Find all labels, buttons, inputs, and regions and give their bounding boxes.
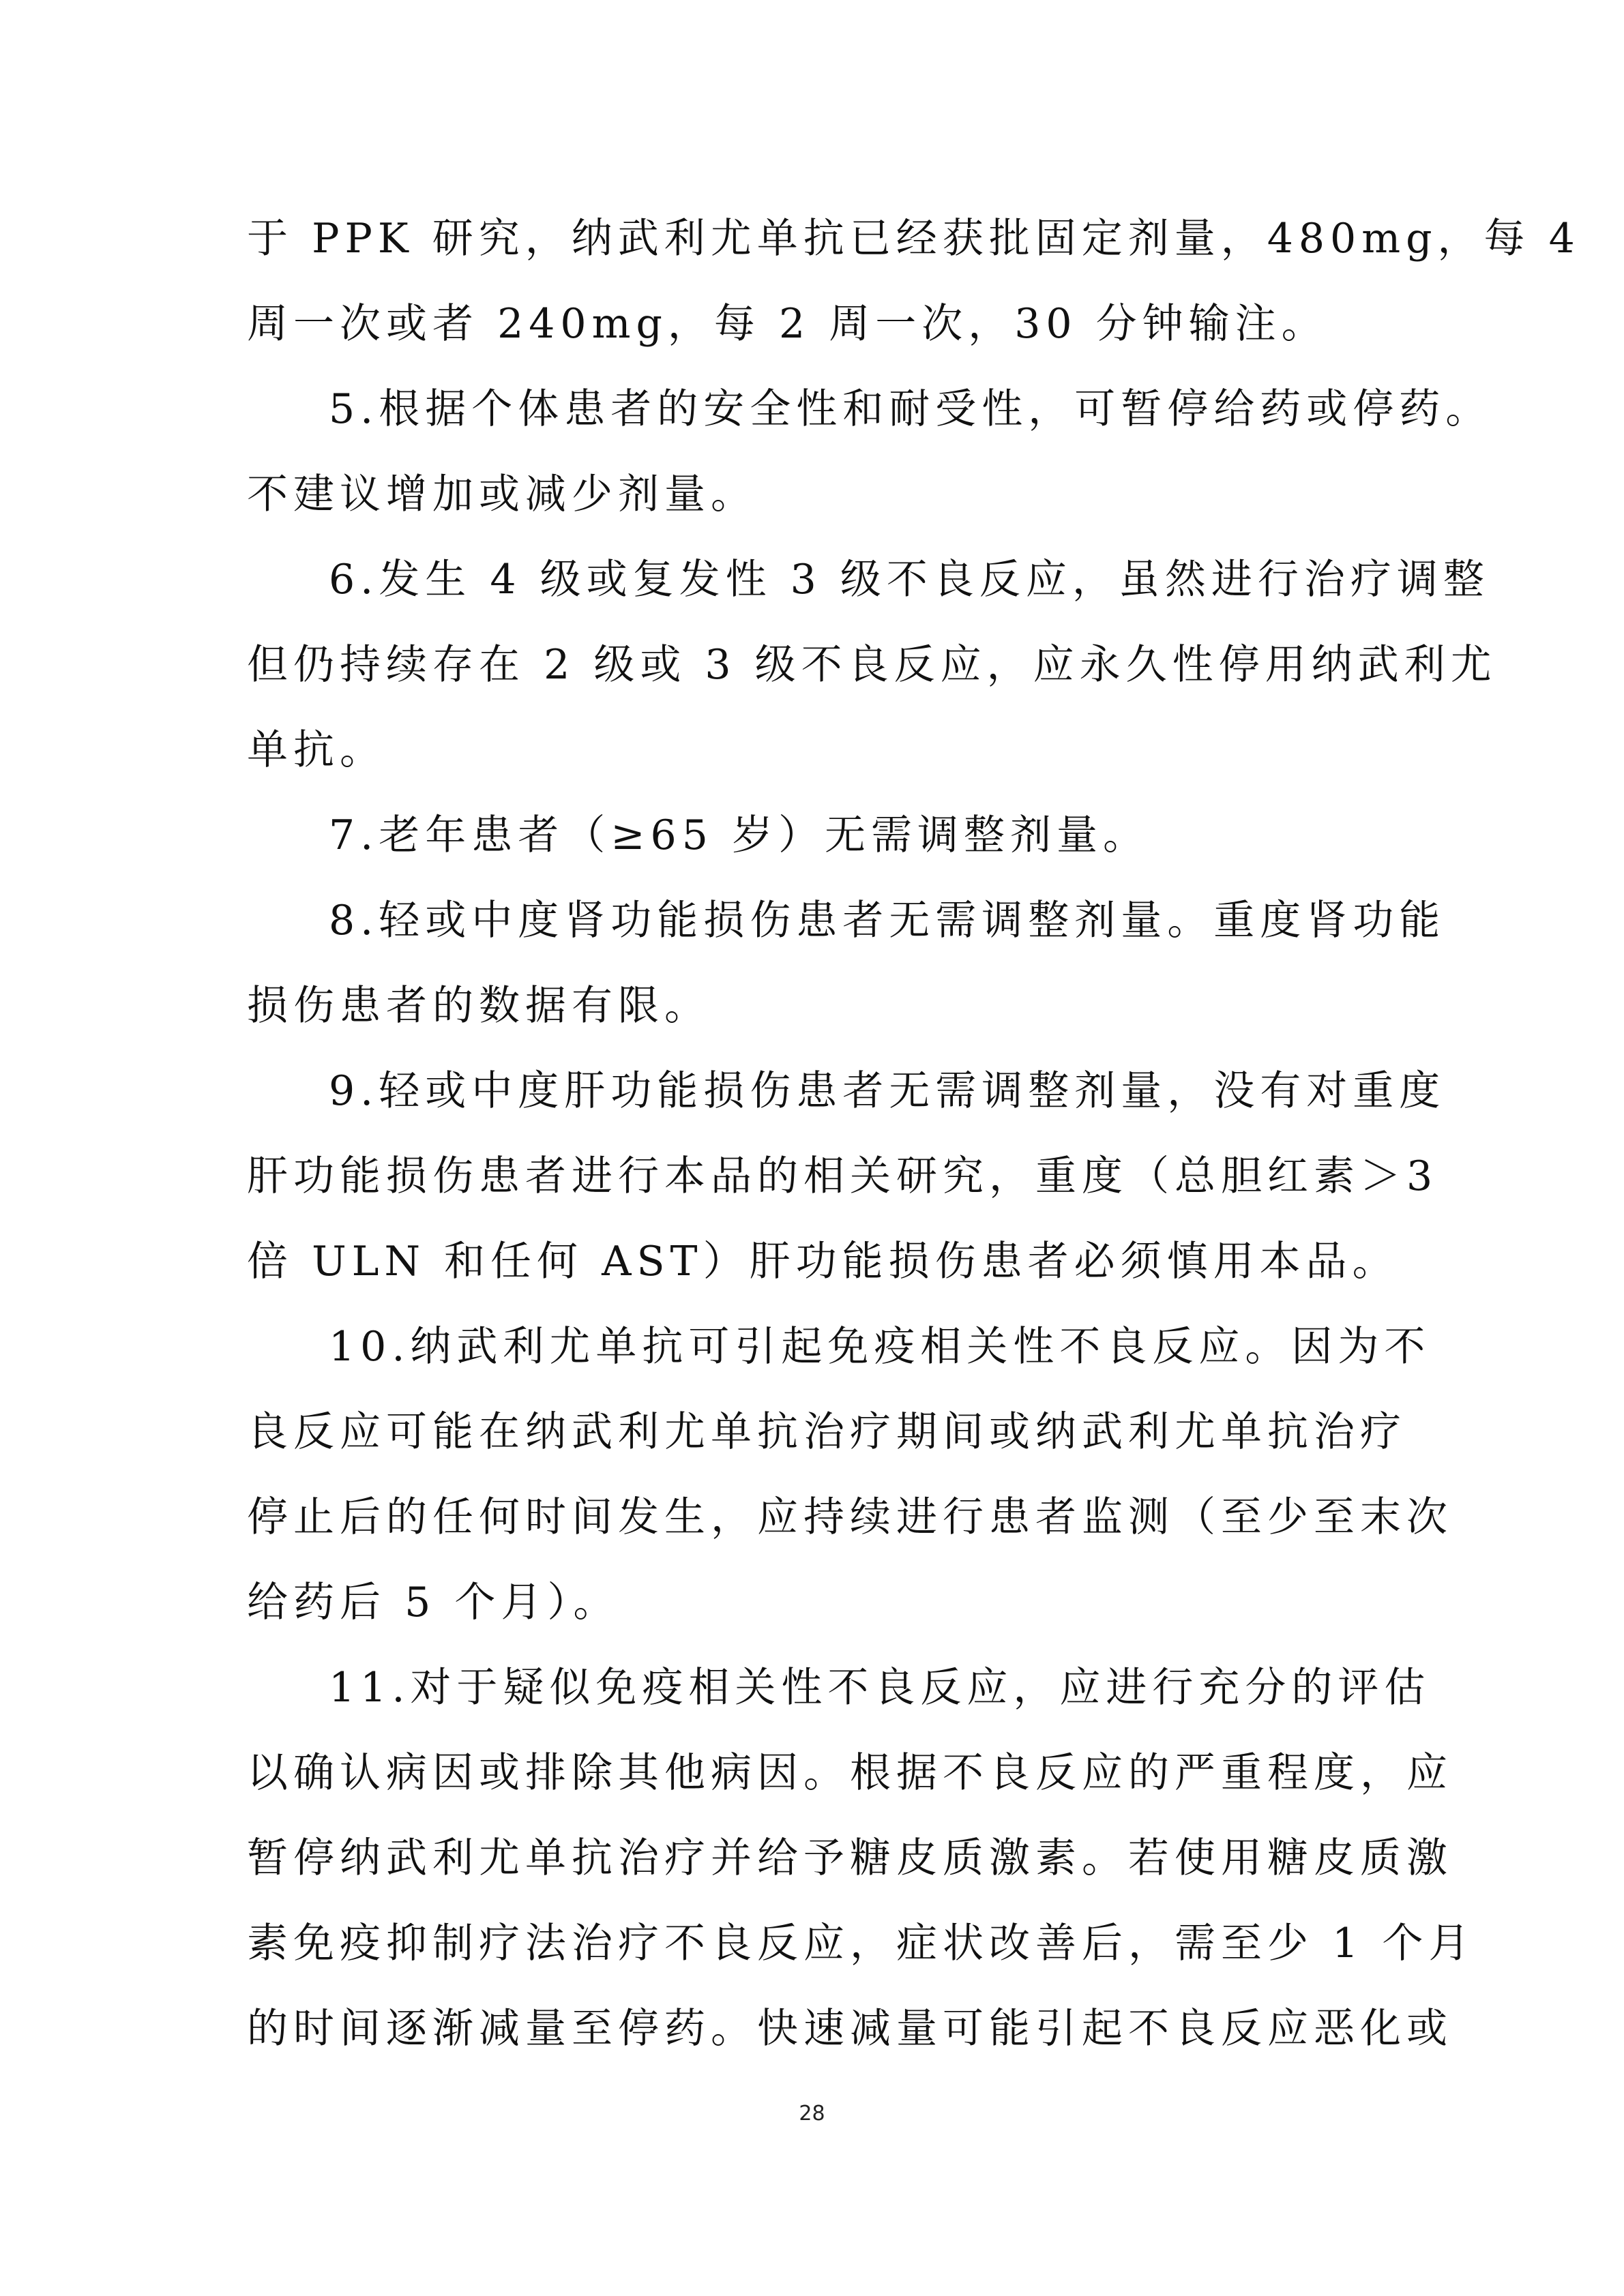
text-line-9: 8.轻或中度肾功能损伤患者无需调整剂量。重度肾功能	[329, 897, 1446, 944]
text-line-8: 7.老年患者（≥65 岁）无需调整剂量。	[329, 811, 1149, 859]
text-line-17: 给药后 5 个月）。	[247, 1579, 620, 1626]
text-line-20: 暂停纳武利尤单抗治疗并给予糖皮质激素。若使用糖皮质激	[247, 1834, 1453, 1882]
text-line-19: 以确认病因或排除其他病因。根据不良反应的严重程度，应	[247, 1749, 1453, 1797]
text-line-1: 于 PPK 研究，纳武利尤单抗已经获批固定剂量，480mg，每 4	[247, 215, 1580, 263]
text-line-16: 停止后的任何时间发生，应持续进行患者监测（至少至末次	[247, 1493, 1453, 1541]
page-number: 28	[799, 2102, 825, 2126]
text-line-3: 5.根据个体患者的安全性和耐受性，可暂停给药或停药。	[329, 385, 1492, 433]
text-line-12: 肝功能损伤患者进行本品的相关研究，重度（总胆红素＞3	[247, 1152, 1438, 1200]
text-line-4: 不建议增加或减少剂量。	[247, 471, 757, 518]
text-line-10: 损伤患者的数据有限。	[247, 982, 711, 1030]
text-line-13: 倍 ULN 和任何 AST）肝功能损伤患者必须慎用本品。	[247, 1238, 1399, 1285]
text-line-7: 单抗。	[247, 726, 386, 774]
text-line-6: 但仍持续存在 2 级或 3 级不良反应，应永久性停用纳武利尤	[247, 641, 1497, 689]
text-line-15: 良反应可能在纳武利尤单抗治疗期间或纳武利尤单抗治疗	[247, 1408, 1406, 1456]
text-line-22: 的时间逐渐减量至停药。快速减量可能引起不良反应恶化或	[247, 2005, 1453, 2053]
text-line-18: 11.对于疑似免疫相关性不良反应，应进行充分的评估	[329, 1664, 1431, 1712]
text-line-14: 10.纳武利尤单抗可引起免疫相关性不良反应。因为不	[329, 1323, 1431, 1371]
text-line-11: 9.轻或中度肝功能损伤患者无需调整剂量，没有对重度	[329, 1067, 1446, 1115]
text-line-5: 6.发生 4 级或复发性 3 级不良反应，虽然进行治疗调整	[329, 556, 1490, 603]
text-line-2: 周一次或者 240mg，每 2 周一次，30 分钟输注。	[247, 300, 1328, 348]
text-line-21: 素免疫抑制疗法治疗不良反应，症状改善后，需至少 1 个月	[247, 1920, 1475, 1967]
